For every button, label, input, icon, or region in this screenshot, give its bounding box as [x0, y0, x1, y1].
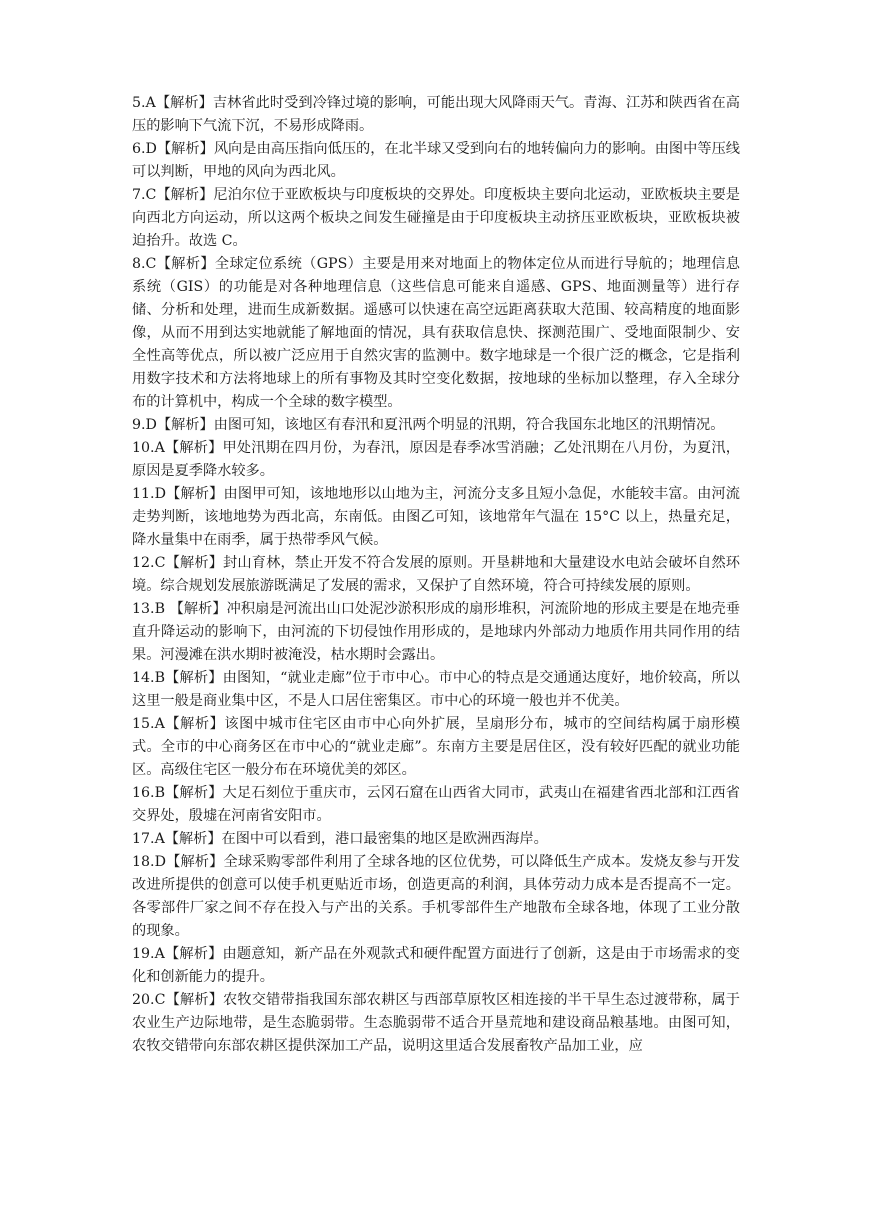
- answer-item-16: 16.B【解析】大足石刻位于重庆市，云冈石窟在山西省大同市，武夷山在福建省西北部和江西省交界处，殷墟在河南省安阳市。: [132, 785, 740, 824]
- answer-item-7: 7.C【解析】尼泊尔位于亚欧板块与印度板块的交界处。印度板块主要向北运动，亚欧板块主要是向西北方向运动，所以这两个板块之间发生碰撞是由于印度板块主动挤压亚欧板块，亚欧板块被迫抬升。故选 C。: [132, 187, 740, 249]
- answer-item-11: 11.D【解析】由图甲可知，该地地形以山地为主，河流分支多且短小急促，水能较丰富。由河流走势判断，该地地势为西北高，东南低。由图乙可知，该地常年气温在 15°C 以上，热量充足，降水量集中在雨季，属于热带季风气候。: [132, 486, 740, 548]
- answer-item-8: 8.C【解析】全球定位系统（GPS）主要是用来对地面上的物体定位从而进行导航的；地理信息系统（GIS）的功能是对各种地理信息（这些信息可能来自遥感、GPS、地面测量等）进行存储、分析和处理，进而生成新数据。遥感可以快速在高空远距离获取大范围、较高精度的地面影像，从而不用到达实地就能了解地面的情况，具有获取信息快、探测范围广、受地面限制少、安全性高等优点，所以被广泛应用于自然灾害的监测中。数字地球是一个很广泛的概念，它是指利用数字技术和方法将地球上的所有事物及其时空变化数据，按地球的坐标加以整理，存入全球分布的计算机中，构成一个全球的数字模型。: [132, 256, 740, 410]
- answer-item-9: 9.D【解析】由图可知，该地区有春汛和夏汛两个明显的汛期，符合我国东北地区的汛期情况。: [132, 417, 725, 433]
- answer-item-12: 12.C【解析】封山育林，禁止开发不符合发展的原则。开垦耕地和大量建设水电站会破坏自然环境。综合规划发展旅游既满足了发展的需求，又保护了自然环境，符合可持续发展的原则。: [132, 555, 740, 594]
- answer-item-6: 6.D【解析】风向是由高压指向低压的，在北半球又受到向右的地转偏向力的影响。由图中等压线可以判断，甲地的风向为西北风。: [132, 141, 740, 180]
- answer-explanations: [132, 92, 740, 1058]
- answer-item-5: 5.A【解析】吉林省此时受到冷锋过境的影响，可能出现大风降雨天气。青海、江苏和陕西省在高压的影响下气流下沉，不易形成降雨。: [132, 95, 740, 134]
- answer-item-20: 20.C【解析】农牧交错带指我国东部农耕区与西部草原牧区相连接的半干旱生态过渡带称，属于农业生产边际地带，是生态脆弱带。生态脆弱带不适合开垦荒地和建设商品粮基地。由图可知，农牧交错带向东部农耕区提供深加工产品，说明这里适合发展畜牧产品加工业，应: [132, 992, 740, 1054]
- answer-item-19: 19.A【解析】由题意知，新产品在外观款式和硬件配置方面进行了创新，这是由于市场需求的变化和创新能力的提升。: [132, 946, 740, 985]
- answer-item-13: 13.B 【解析】冲积扇是河流出山口处泥沙淤积形成的扇形堆积，河流阶地的形成主要是在地壳垂直升降运动的影响下，由河流的下切侵蚀作用形成的，是地球内外部动力地质作用共同作用的结果。河漫滩在洪水期时被淹没，枯水期时会露出。: [132, 601, 740, 663]
- answer-item-10: 10.A【解析】甲处汛期在四月份，为春汛，原因是春季冰雪消融；乙处汛期在八月份，为夏汛，原因是夏季降水较多。: [132, 440, 740, 479]
- answer-item-15: 15.A【解析】该图中城市住宅区由市中心向外扩展，呈扇形分布，城市的空间结构属于扇形模式。全市的中心商务区在市中心的“就业走廊”。东南方主要是居住区，没有较好匹配的就业功能区。高级住宅区一般分布在环境优美的郊区。: [132, 716, 740, 778]
- answer-item-18: 18.D【解析】全球采购零部件利用了全球各地的区位优势，可以降低生产成本。发烧友参与开发改进所提供的创意可以使手机更贴近市场，创造更高的利润，具体劳动力成本是否提高不一定。各零部件厂家之间不存在投入与产出的关系。手机零部件生产地散布全球各地，体现了工业分散的现象。: [132, 854, 740, 939]
- answer-item-17: 17.A【解析】在图中可以看到，港口最密集的地区是欧洲西海岸。: [132, 831, 548, 847]
- answer-item-14: 14.B【解析】由图知，“就业走廊”位于市中心。市中心的特点是交通通达度好，地价较高，所以这里一般是商业集中区，不是人口居住密集区。市中心的环境一般也并不优美。: [132, 670, 740, 709]
